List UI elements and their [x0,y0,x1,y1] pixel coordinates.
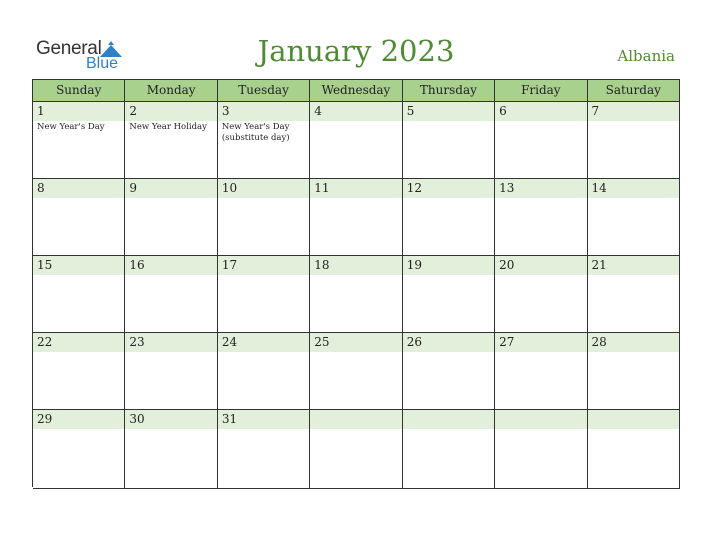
day-number: 2 [125,102,216,121]
day-number: 30 [125,410,216,429]
day-number: 29 [33,410,124,429]
weekday-header: Saturday [588,80,680,102]
holiday-label: New Year's Day [37,122,105,132]
day-cell [125,410,217,489]
week-row [33,179,680,256]
logo-blue-text: Blue [86,55,119,72]
day-cell [403,102,495,179]
day-cell [310,256,402,333]
logo-general-text: General [36,38,102,59]
day-cell [403,333,495,410]
day-number [588,410,679,429]
day-number [495,410,586,429]
day-number: 12 [403,179,494,198]
day-number: 22 [33,333,124,352]
day-number: 20 [495,256,586,275]
day-number: 25 [310,333,401,352]
day-number: 11 [310,179,401,198]
day-number: 28 [588,333,679,352]
day-number: 6 [495,102,586,121]
day-cell [588,333,680,410]
weeks-container [33,102,680,489]
day-number [310,410,401,429]
day-cell [495,256,587,333]
day-number: 7 [588,102,679,121]
holiday-label: New Year's Day (substitute day) [221,122,290,143]
day-number: 9 [125,179,216,198]
day-cell [403,179,495,256]
calendar-title: January 2023 [257,34,455,68]
day-cell [33,102,125,179]
weekday-header: Friday [495,80,587,102]
weekday-header: Thursday [403,80,495,102]
day-number: 21 [588,256,679,275]
day-cell [310,179,402,256]
day-number: 26 [403,333,494,352]
day-number: 4 [310,102,401,121]
day-number: 23 [125,333,216,352]
weekday-header-row [33,80,680,102]
day-number: 3 [218,102,309,121]
day-number: 5 [403,102,494,121]
empty-day-cell [403,410,495,489]
day-cell [125,179,217,256]
day-cell [33,179,125,256]
day-number [403,410,494,429]
day-cell [33,256,125,333]
empty-day-cell [588,410,680,489]
day-cell [495,102,587,179]
day-cell [495,179,587,256]
week-row [33,256,680,333]
weekday-header: Sunday [33,80,125,102]
day-number: 14 [588,179,679,198]
day-number: 24 [218,333,309,352]
week-row [33,102,680,179]
day-number: 10 [218,179,309,198]
day-number: 16 [125,256,216,275]
week-row [33,333,680,410]
day-number: 15 [33,256,124,275]
day-cell [33,410,125,489]
weekday-header: Wednesday [310,80,402,102]
empty-day-cell [310,410,402,489]
day-cell [310,102,402,179]
day-number: 13 [495,179,586,198]
day-cell [495,333,587,410]
day-number: 31 [218,410,309,429]
day-number: 27 [495,333,586,352]
day-cell [218,256,310,333]
day-cell [125,102,217,179]
day-cell [588,179,680,256]
day-number: 18 [310,256,401,275]
day-cell [588,102,680,179]
week-row [33,410,680,489]
day-cell [403,256,495,333]
weekday-header: Tuesday [218,80,310,102]
day-cell [218,410,310,489]
day-cell [125,256,217,333]
day-number: 1 [33,102,124,121]
day-cell [218,179,310,256]
empty-day-cell [495,410,587,489]
day-cell [218,102,310,179]
country-label: Albania [617,47,675,65]
day-cell [125,333,217,410]
day-cell [310,333,402,410]
day-number: 19 [403,256,494,275]
day-number: 17 [218,256,309,275]
day-cell [218,333,310,410]
day-cell [588,256,680,333]
day-number: 8 [33,179,124,198]
weekday-header: Monday [125,80,217,102]
calendar-grid [32,79,680,487]
day-cell [33,333,125,410]
holiday-label: New Year Holiday [129,122,207,132]
